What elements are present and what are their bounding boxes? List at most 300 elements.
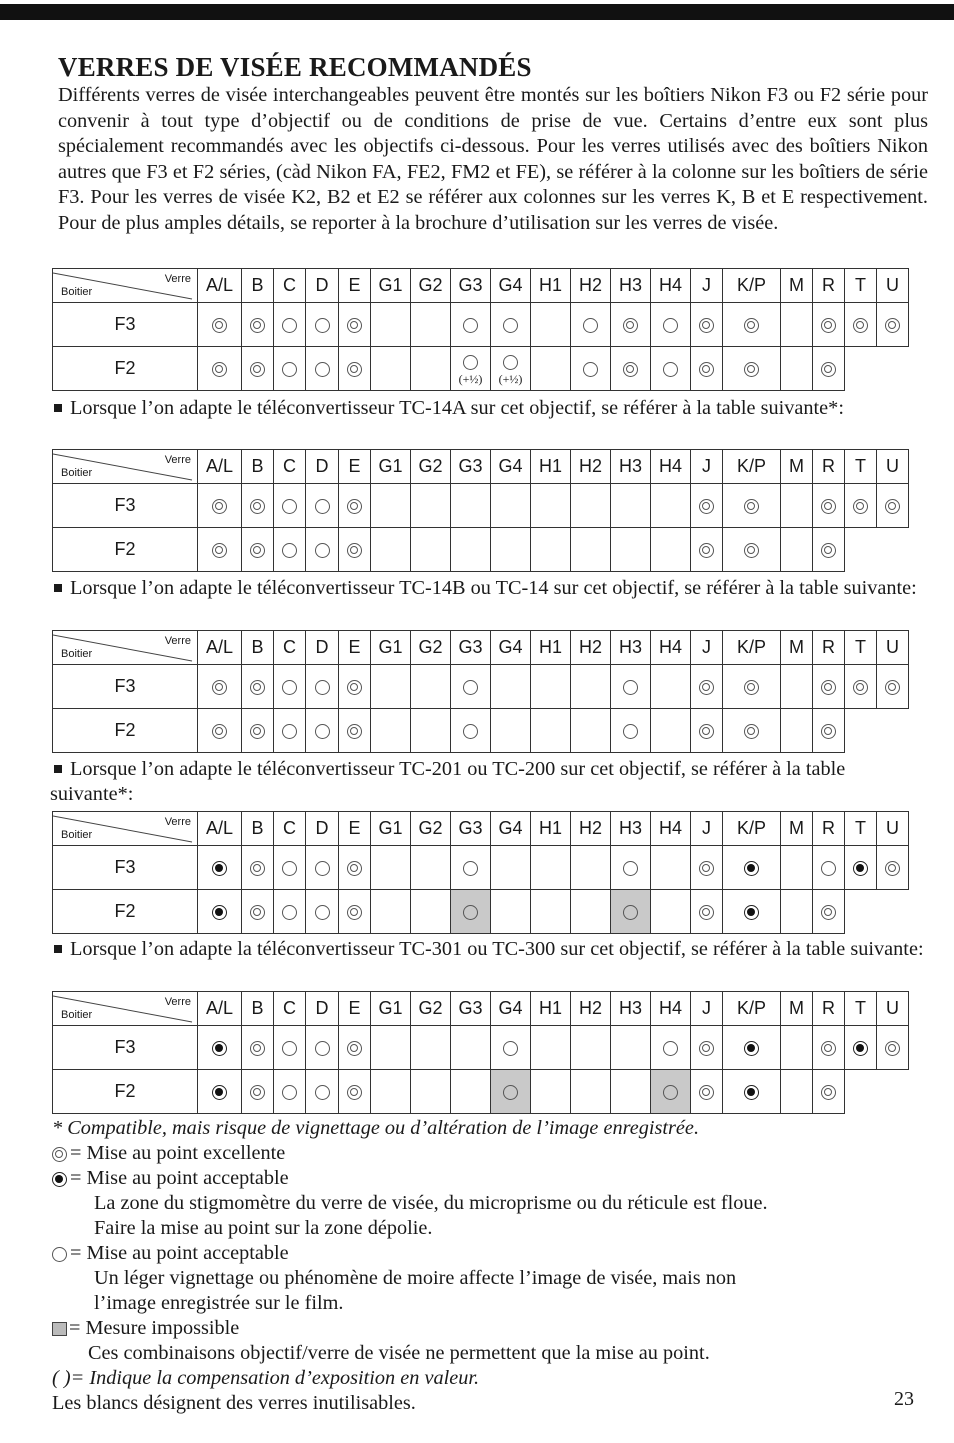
column-header: J <box>691 992 723 1026</box>
table-cell <box>877 846 909 890</box>
verre-label: Verre <box>164 273 191 285</box>
bullet-square-icon <box>54 945 62 953</box>
column-header: G3 <box>451 992 491 1026</box>
table-cell <box>611 890 651 934</box>
double-circle-icon <box>212 724 227 739</box>
table-cell <box>198 347 242 391</box>
table-cell <box>845 846 877 890</box>
table-cell <box>691 347 723 391</box>
table-cell <box>611 846 651 890</box>
table-cell <box>339 303 371 347</box>
table-cell <box>691 303 723 347</box>
compensation-label: (+½) <box>498 371 523 386</box>
double-circle-icon <box>699 1085 714 1100</box>
table-cell <box>571 528 611 572</box>
table-cell <box>813 1026 845 1070</box>
column-header: G3 <box>451 450 491 484</box>
table-cell <box>491 528 531 572</box>
column-header: H3 <box>611 992 651 1026</box>
column-header: H1 <box>531 450 571 484</box>
table-row <box>53 709 909 753</box>
table-cell <box>571 846 611 890</box>
filled-circle-icon <box>744 1085 759 1100</box>
double-circle-icon <box>744 724 759 739</box>
legend <box>52 1116 932 1416</box>
table-cell <box>242 528 274 572</box>
table-cell <box>306 1026 339 1070</box>
circle-icon <box>623 905 638 920</box>
column-header: K/P <box>723 812 781 846</box>
table-cell <box>691 1026 723 1070</box>
circle-icon <box>282 362 297 377</box>
bullet-square-icon <box>54 765 62 773</box>
table-cell <box>339 846 371 890</box>
table-cell <box>781 1070 813 1114</box>
table-cell <box>723 347 781 391</box>
table-cell <box>491 890 531 934</box>
legend-acceptable-dot-desc1: La zone du stigmomètre du verre de visée, du microprisme ou du réticule est floue. <box>94 1192 768 1214</box>
column-header: U <box>877 812 909 846</box>
table-cell <box>242 484 274 528</box>
circle-icon <box>315 905 330 920</box>
column-header: G2 <box>411 631 451 665</box>
table-cell <box>781 846 813 890</box>
table-cell <box>306 846 339 890</box>
table-cell <box>723 528 781 572</box>
table-cell <box>611 484 651 528</box>
table-corner <box>53 992 198 1026</box>
table-cell <box>877 665 909 709</box>
table-cell <box>371 709 411 753</box>
table-cell <box>411 665 451 709</box>
table-cell <box>339 890 371 934</box>
column-header: R <box>813 269 845 303</box>
circle-icon <box>282 680 297 695</box>
table-cell <box>813 528 845 572</box>
table-cell <box>531 484 571 528</box>
table-cell <box>274 709 306 753</box>
table-cell <box>845 665 877 709</box>
double-circle-icon <box>821 724 836 739</box>
column-header: E <box>339 269 371 303</box>
circle-icon <box>315 680 330 695</box>
circle-icon <box>282 724 297 739</box>
circle-icon <box>503 355 518 370</box>
table-cell <box>274 484 306 528</box>
table-cell <box>611 303 651 347</box>
double-circle-icon <box>699 318 714 333</box>
table-cell <box>274 1070 306 1114</box>
double-circle-icon <box>885 861 900 876</box>
table-cell <box>781 665 813 709</box>
column-header: A/L <box>198 812 242 846</box>
table-cell <box>813 709 845 753</box>
double-circle-icon <box>623 318 638 333</box>
table-cell <box>491 709 531 753</box>
row-label: F3 <box>53 484 198 528</box>
table-cell <box>274 890 306 934</box>
column-header: M <box>781 812 813 846</box>
legend-impossible-desc: Ces combinaisons objectif/verre de visée ne permettent que la mise au point. <box>88 1342 710 1364</box>
table-cell <box>274 528 306 572</box>
table-cell <box>274 1026 306 1070</box>
table-cell <box>571 890 611 934</box>
table-cell <box>781 890 813 934</box>
table-cell <box>491 1070 531 1114</box>
double-circle-icon <box>885 680 900 695</box>
double-circle-icon <box>250 724 265 739</box>
double-circle-icon <box>347 499 362 514</box>
table-cell <box>571 347 611 391</box>
double-circle-icon <box>699 724 714 739</box>
table-cell <box>845 528 877 572</box>
table-cell <box>651 1026 691 1070</box>
table-cell <box>531 890 571 934</box>
table-cell <box>691 484 723 528</box>
column-header: G1 <box>371 269 411 303</box>
table-cell <box>651 1070 691 1114</box>
double-circle-icon <box>885 1041 900 1056</box>
double-circle-icon <box>347 362 362 377</box>
table-cell <box>451 846 491 890</box>
circle-icon <box>315 318 330 333</box>
double-circle-icon <box>699 362 714 377</box>
double-circle-icon <box>347 318 362 333</box>
double-circle-icon <box>347 680 362 695</box>
circle-icon <box>583 362 598 377</box>
table-row <box>53 303 909 347</box>
legend-acceptable-dot-desc2: Faire la mise au point sur la zone dépolie. <box>94 1217 433 1239</box>
row-label: F2 <box>53 528 198 572</box>
column-header: G4 <box>491 269 531 303</box>
bullet-square-icon <box>54 404 62 412</box>
bullet-tc301: Lorsque l’on adapte la téléconvertisseur TC-301 ou TC-300 sur cet objectif, se référer à la table suivante: <box>50 937 925 962</box>
column-header: M <box>781 450 813 484</box>
double-circle-icon <box>699 543 714 558</box>
filled-circle-icon <box>212 861 227 876</box>
table-row <box>53 846 909 890</box>
table-cell <box>877 709 909 753</box>
table-row <box>53 665 909 709</box>
column-header: C <box>274 631 306 665</box>
bullet-tc201: Lorsque l’on adapte le téléconvertisseur TC-201 ou TC-200 sur cet objectif, se référer à la table suivante*: <box>50 758 846 805</box>
table-cell <box>451 665 491 709</box>
column-header: A/L <box>198 631 242 665</box>
column-header: D <box>306 631 339 665</box>
column-header: G4 <box>491 812 531 846</box>
table-cell <box>781 347 813 391</box>
table-cell <box>723 890 781 934</box>
table-cell <box>691 665 723 709</box>
double-circle-icon <box>250 499 265 514</box>
circle-icon <box>315 362 330 377</box>
column-header: C <box>274 812 306 846</box>
bullet-square-icon <box>54 584 62 592</box>
circle-icon <box>315 543 330 558</box>
table-cell <box>339 709 371 753</box>
table-corner <box>53 450 198 484</box>
double-circle-icon <box>744 362 759 377</box>
table-cell <box>198 846 242 890</box>
column-header: H1 <box>531 269 571 303</box>
column-header: K/P <box>723 992 781 1026</box>
filled-circle-icon <box>853 1041 868 1056</box>
column-header: H3 <box>611 812 651 846</box>
row-label: F3 <box>53 303 198 347</box>
double-circle-icon <box>212 680 227 695</box>
column-header: D <box>306 450 339 484</box>
column-header: G1 <box>371 992 411 1026</box>
table-cell <box>845 347 877 391</box>
table-cell <box>451 1070 491 1114</box>
table-cell <box>306 665 339 709</box>
circle-icon <box>282 499 297 514</box>
column-header: H2 <box>571 992 611 1026</box>
circle-icon <box>623 861 638 876</box>
double-circle-icon <box>699 499 714 514</box>
table-cell <box>242 1026 274 1070</box>
table-cell <box>531 1026 571 1070</box>
table-corner <box>53 631 198 665</box>
column-header: B <box>242 450 274 484</box>
table-cell <box>813 484 845 528</box>
double-circle-icon <box>821 318 836 333</box>
column-header: T <box>845 631 877 665</box>
verre-label: Verre <box>164 816 191 828</box>
double-circle-icon <box>347 1085 362 1100</box>
circle-icon <box>463 905 478 920</box>
table-cell <box>691 890 723 934</box>
double-circle-icon <box>347 905 362 920</box>
column-header: U <box>877 992 909 1026</box>
table-cell <box>781 709 813 753</box>
table-cell <box>306 528 339 572</box>
shaded-square-icon <box>52 1322 67 1336</box>
compat-table-1 <box>52 268 909 391</box>
table-cell <box>877 303 909 347</box>
boitier-label: Boitier <box>61 1009 93 1021</box>
table-cell <box>306 347 339 391</box>
intro-paragraph: Différents verres de visée interchangeables peuvent être montés sur les boîtiers Nikon F3 ou F2 série pour convenir à tout type d’objectif ou de conditions de prise de vue. Certains d’entre eux sont plus spécialement recommandés avec les objectifs ci-dessous. Pour les verres utilisés avec des boîtiers Nikon autres que F3 et F2 séries, (càd Nikon FA, FE2, FM2 et FE), se référer à la colonne sur les boîtiers de série F3. Pour les verres de visée K2, B2 et E2 se référer aux colonnes sur les verres K, B et E respectivement. Pour de plus amples détails, se reporter à la brochure d’utilisation sur les verres de visée. <box>58 84 928 234</box>
table-cell <box>571 709 611 753</box>
table-cell <box>371 890 411 934</box>
table-cell <box>651 303 691 347</box>
compat-table-5 <box>52 991 909 1114</box>
table-cell <box>371 1026 411 1070</box>
table-cell <box>877 1070 909 1114</box>
double-circle-icon <box>347 543 362 558</box>
table-cell <box>491 665 531 709</box>
table-cell <box>531 846 571 890</box>
column-header: J <box>691 812 723 846</box>
table-cell <box>781 1026 813 1070</box>
table-cell <box>531 347 571 391</box>
table-cell <box>651 528 691 572</box>
column-header: H1 <box>531 631 571 665</box>
page-title: VERRES DE VISÉE RECOMMANDÉS <box>58 52 532 82</box>
table-cell <box>813 347 845 391</box>
compat-table-2 <box>52 449 909 572</box>
double-circle-icon <box>821 905 836 920</box>
table-cell <box>242 347 274 391</box>
table-cell <box>339 528 371 572</box>
column-header: G4 <box>491 450 531 484</box>
column-header: G2 <box>411 812 451 846</box>
table-cell <box>306 1070 339 1114</box>
table-cell <box>877 347 909 391</box>
double-circle-icon <box>250 1041 265 1056</box>
column-header: R <box>813 812 845 846</box>
table-row <box>53 1070 909 1114</box>
filled-circle-icon <box>212 905 227 920</box>
table-cell <box>242 890 274 934</box>
column-header: K/P <box>723 631 781 665</box>
circle-icon <box>315 1085 330 1100</box>
column-header: U <box>877 631 909 665</box>
table-cell <box>571 665 611 709</box>
table-cell <box>571 1070 611 1114</box>
table-corner <box>53 269 198 303</box>
table-cell <box>531 528 571 572</box>
double-circle-icon <box>52 1147 67 1162</box>
column-header: G1 <box>371 812 411 846</box>
table-cell <box>781 528 813 572</box>
double-circle-icon <box>821 1085 836 1100</box>
circle-icon <box>663 362 678 377</box>
double-circle-icon <box>885 499 900 514</box>
column-header: B <box>242 812 274 846</box>
circle-icon <box>315 499 330 514</box>
verre-label: Verre <box>164 996 191 1008</box>
column-header: E <box>339 812 371 846</box>
top-bar <box>0 4 954 20</box>
column-header: C <box>274 269 306 303</box>
table-cell <box>451 484 491 528</box>
row-label: F2 <box>53 890 198 934</box>
circle-icon <box>821 861 836 876</box>
table-cell <box>274 665 306 709</box>
column-header: K/P <box>723 269 781 303</box>
column-header: D <box>306 992 339 1026</box>
table-cell <box>845 1026 877 1070</box>
table-cell <box>611 665 651 709</box>
column-header: B <box>242 631 274 665</box>
table-cell <box>371 303 411 347</box>
column-header: H2 <box>571 450 611 484</box>
table-cell <box>531 709 571 753</box>
table-cell <box>198 709 242 753</box>
double-circle-icon <box>699 905 714 920</box>
table-cell <box>274 303 306 347</box>
column-header: G4 <box>491 992 531 1026</box>
double-circle-icon <box>821 499 836 514</box>
column-header: H3 <box>611 269 651 303</box>
table-row <box>53 890 909 934</box>
circle-icon <box>282 1041 297 1056</box>
boitier-label: Boitier <box>61 467 93 479</box>
circle-icon <box>663 318 678 333</box>
column-header: H4 <box>651 269 691 303</box>
column-header: B <box>242 992 274 1026</box>
table-cell <box>306 303 339 347</box>
double-circle-icon <box>821 1041 836 1056</box>
column-header: T <box>845 992 877 1026</box>
table-cell <box>813 846 845 890</box>
table-cell <box>571 484 611 528</box>
double-circle-icon <box>699 680 714 695</box>
table-cell <box>411 1070 451 1114</box>
filled-circle-icon <box>52 1172 67 1187</box>
table-cell <box>411 484 451 528</box>
column-header: M <box>781 992 813 1026</box>
table-cell <box>411 1026 451 1070</box>
circle-icon <box>663 1041 678 1056</box>
table-cell <box>306 709 339 753</box>
table-cell <box>531 303 571 347</box>
table-cell <box>781 484 813 528</box>
column-header: R <box>813 450 845 484</box>
row-label: F3 <box>53 846 198 890</box>
table-cell <box>242 709 274 753</box>
double-circle-icon <box>347 724 362 739</box>
boitier-label: Boitier <box>61 829 93 841</box>
table-cell <box>339 665 371 709</box>
boitier-label: Boitier <box>61 286 93 298</box>
filled-circle-icon <box>744 861 759 876</box>
double-circle-icon <box>699 861 714 876</box>
column-header: A/L <box>198 269 242 303</box>
table-cell <box>411 347 451 391</box>
legend-impossible: = Mesure impossible <box>52 1316 932 1341</box>
table-cell <box>723 1026 781 1070</box>
table-cell <box>571 303 611 347</box>
verre-label: Verre <box>164 454 191 466</box>
filled-circle-icon <box>212 1041 227 1056</box>
table-cell <box>845 890 877 934</box>
table-cell <box>242 303 274 347</box>
column-header: G2 <box>411 992 451 1026</box>
column-header: A/L <box>198 450 242 484</box>
column-header: M <box>781 269 813 303</box>
column-header: E <box>339 450 371 484</box>
column-header: E <box>339 631 371 665</box>
table-cell <box>845 484 877 528</box>
table-cell <box>651 890 691 934</box>
table-cell <box>723 846 781 890</box>
circle-icon <box>503 1085 518 1100</box>
column-header: T <box>845 269 877 303</box>
table-cell <box>339 347 371 391</box>
table-cell <box>813 1070 845 1114</box>
circle-icon <box>623 724 638 739</box>
double-circle-icon <box>744 543 759 558</box>
circle-icon <box>463 318 478 333</box>
table-cell <box>198 890 242 934</box>
table-cell <box>491 1026 531 1070</box>
table-cell <box>198 303 242 347</box>
column-header: H3 <box>611 450 651 484</box>
column-header: J <box>691 631 723 665</box>
double-circle-icon <box>853 680 868 695</box>
table-cell <box>411 303 451 347</box>
circle-icon <box>623 680 638 695</box>
column-header: B <box>242 269 274 303</box>
table-cell <box>691 528 723 572</box>
table-cell <box>611 709 651 753</box>
double-circle-icon <box>250 861 265 876</box>
column-header: R <box>813 631 845 665</box>
double-circle-icon <box>885 318 900 333</box>
